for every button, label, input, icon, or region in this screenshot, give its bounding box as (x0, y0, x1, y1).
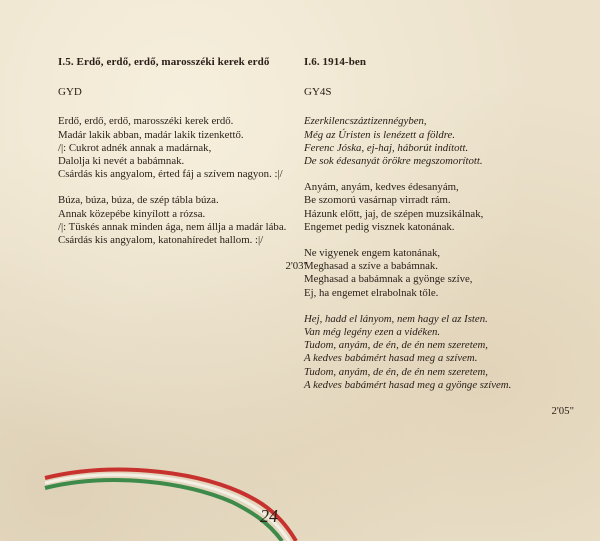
lyric-line: /|: Cukrot adnék annak a madárnak, (58, 141, 212, 154)
lyric-line: /|: Tüskés annak minden ága, nem állja a madár lába. (58, 220, 287, 233)
lyric-line: Ej, ha engemet elrabolnak tőle. (304, 286, 439, 299)
song-code: GY4S (304, 86, 332, 99)
lyric-line: Csárdás kis angyalom, érted fáj a szívem nagyon. :|/ (58, 168, 283, 181)
lyric-line: Tudom, anyám, de én, de én nem szeretem, (304, 365, 489, 378)
song-title: I.6. 1914-ben (304, 56, 367, 68)
lyric-line: Meghasad a szíve a babámnak. (304, 260, 439, 273)
ribbon-green-stripe (45, 480, 282, 541)
lyric-line: Házunk előtt, jaj, de szépen muzsikálnak, (304, 207, 484, 220)
lyric-line: Be szomorú vasárnap virradt rám. (304, 194, 451, 207)
lyric-line: Anyám, anyám, kedves édesanyám, (304, 181, 459, 194)
lyric-line: Meghasad a babámnak a gyönge szíve, (304, 273, 473, 286)
lyric-line: Madár lakik abban, madár lakik tizenkettő. (58, 128, 244, 141)
lyric-line: Búza, búza, búza, de szép tábla búza. (58, 194, 219, 207)
page-number: 24 (260, 506, 278, 526)
duration: 2'05" (551, 405, 574, 418)
lyric-line: Erdő, erdő, erdő, marosszéki kerek erdő. (58, 115, 234, 128)
lyric-line: Még az Úristen is lenézett a földre. (304, 128, 456, 141)
lyric-line: Tudom, anyám, de én, de én nem szeretem, (304, 339, 489, 352)
lyric-line: Ferenc Jóska, ej-haj, háborút indított. (304, 141, 469, 154)
lyric-line: A kedves babámért hasad meg a szívem. (304, 352, 478, 365)
duration: 2'03" (285, 260, 308, 273)
song-code: GYD (58, 86, 82, 99)
lyric-line: Engemet pedig visznek katonának. (304, 220, 455, 233)
song-title: I.5. Erdő, erdő, erdő, marosszéki kerek erdő (58, 56, 270, 68)
lyric-line: A kedves babámért hasad meg a gyönge szívem. (304, 378, 512, 391)
lyric-line: Hej, hadd el lányom, nem hagy el az Isten. (304, 312, 488, 325)
lyric-line: Dalolja ki nevét a babámnak. (58, 155, 185, 168)
lyric-line: Csárdás kis angyalom, katonahíredet hallom. :|/ (58, 234, 264, 247)
lyric-line: Annak közepébe kinyílott a rózsa. (58, 207, 206, 220)
lyric-line: Ezerkilencszáztizennégyben, (304, 115, 427, 128)
lyric-line: Van még legény ezen a vidéken. (304, 326, 441, 339)
lyric-line: Ne vigyenek engem katonának, (304, 247, 441, 260)
lyric-line: De sok édesanyát örökre megszomorított. (304, 155, 483, 168)
